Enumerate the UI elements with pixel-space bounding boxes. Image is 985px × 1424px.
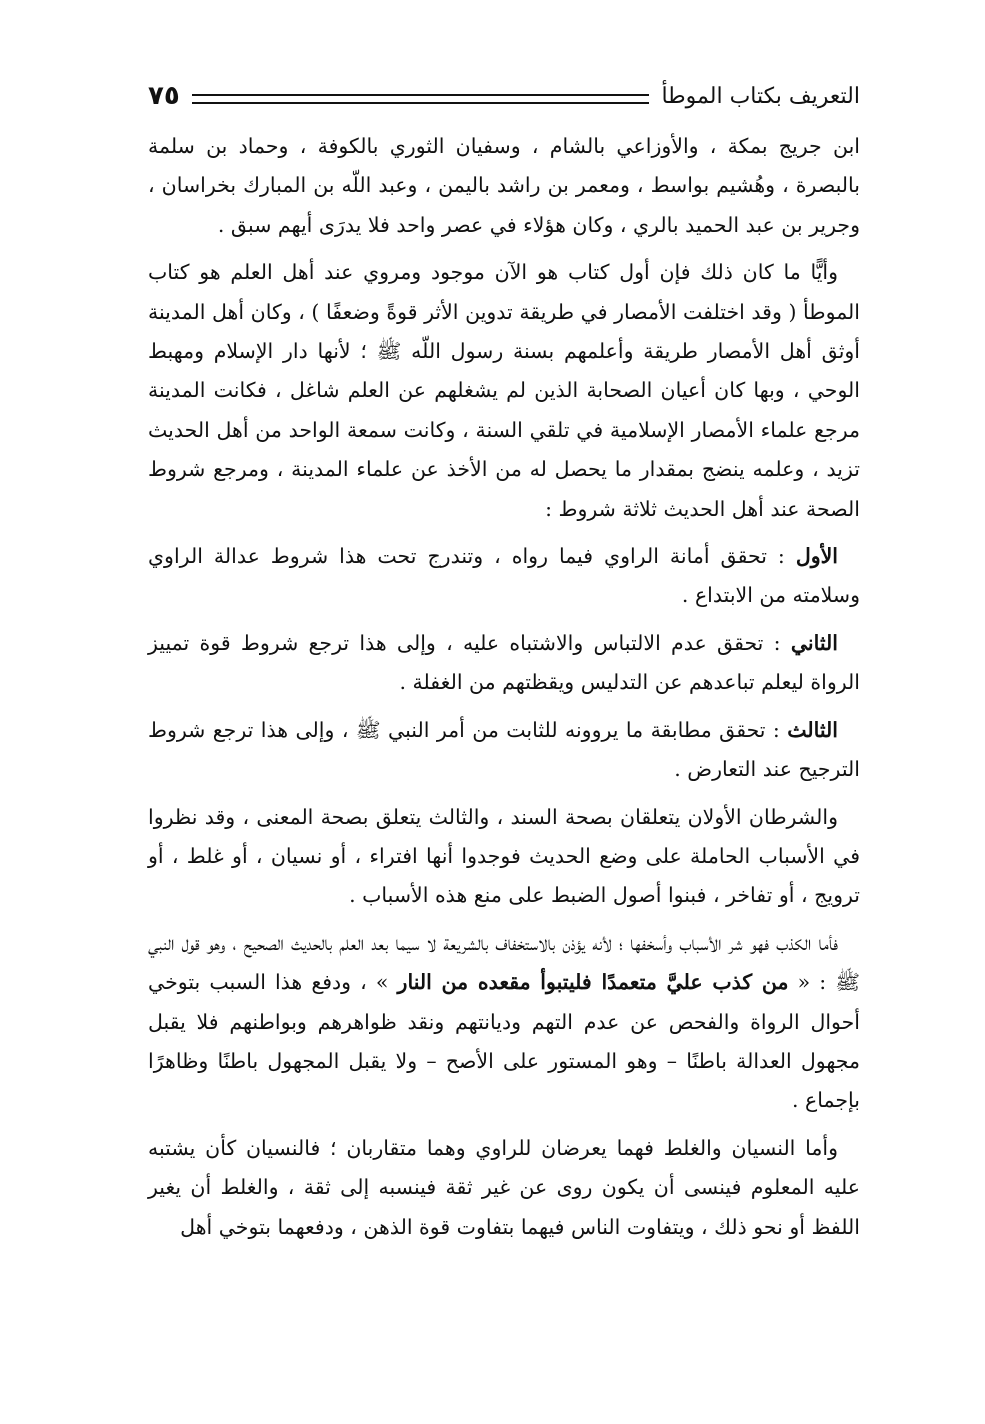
running-title: التعريف بكتاب الموطأ xyxy=(661,83,860,109)
page-number: ٧٥ xyxy=(148,81,180,111)
condition-third xyxy=(148,711,860,790)
condition-second xyxy=(148,624,860,703)
paragraph-text: ابن جريج بمكة ، والأوزاعي بالشام ، وسفيان الثوري بالكوفة ، وحماد بن سلمة بالبصرة ، وهُشيم بواسط ، ومعمر بن راشد باليمن ، وعبد اللّه بن المبارك بخراسان ، وجرير بن عبد الحميد بالري ، وكان هؤلاء في عصر واحد فلا يدرَى أيهم سبق . xyxy=(148,134,861,237)
paragraph-text: وأما النسيان والغلط فهما يعرضان للراوي وهما متقاربان ؛ فالنسيان كأن يشتبه عليه المعلوم فينسى أن يكون روى عن غير ثقة فينسبه إلى ثقة ، والغلط أن يغير اللفظ أو نحو ذلك ، ويتفاوت الناس فيهما بتفاوت قوة الذهن ، ودفعهما بتوخي أهل xyxy=(148,1135,860,1239)
condition-first xyxy=(148,537,860,616)
body-text xyxy=(148,127,860,1255)
paragraph-2 xyxy=(148,253,860,529)
page-header xyxy=(148,78,860,114)
hadith-quote: من كذب عليَّ متعمدًا فليتبوأ مقعده من النار xyxy=(397,970,789,995)
paragraph-6 xyxy=(148,798,860,916)
paragraph-text: فأما الكذب فهو شر الأسباب وأسخفها ؛ لأنه يؤذن بالاستخفاف بالشريعة لا سيما بعد العلم بالحديث الصحيح ، وهو قول النبي ﷺ : « xyxy=(148,930,860,995)
header-rule xyxy=(192,94,650,104)
paragraph-1 xyxy=(148,127,860,245)
condition-label: الأول xyxy=(795,544,838,569)
paragraph-text: وأيًّا ما كان ذلك فإن أول كتاب هو الآن موجود ومروي عند أهل العلم هو كتاب الموطأ ( وقد اختلفت الأمصار في طريقة تدوين الأثر قوةً وضعفًا ) ، وكان أهل المدينة أوثق أهل الأمصار طريقة وأعلمهم بسنة رسول اللّه ﷺ ؛ لأنها دار الإسلام ومهبط الوحي ، وبها كان أعيان الصحابة الذين لم يشغلهم عن العلم شاغل ، فكانت المدينة مرجع علماء الأمصار الإسلامية في تلقي السنة ، وكانت سمعة الواحد من أهل الحديث تزيد ، وعلمه ينضج بمقدار ما يحصل له من الأخذ عن علماء المدينة ، ومرجع شروط الصحة عند أهل الحديث ثلاثة شروط : xyxy=(148,260,860,521)
paragraph-text: » ، ودفع هذا السبب بتوخي أحوال الرواة والفحص عن عدم التهم وديانتهم ونقد ظواهرهم وبواطنهم فلا يقبل مجهول العدالة باطنًا – وهو المستور على الأصح – ولا يقبل المجهول باطنًا وظاهرًا بإجماع . xyxy=(148,970,860,1113)
condition-label: الثالث xyxy=(787,717,838,742)
paragraph-8 xyxy=(148,1129,860,1247)
paragraph-text: : تحقق عدم الالتباس والاشتباه عليه ، وإلى هذا ترجع شروط قوة تمييز الرواة ليعلم تباعدهم عن التدليس ويقظتهم من الغفلة . xyxy=(148,630,860,695)
paragraph-7 xyxy=(148,924,860,1121)
paragraph-text: والشرطان الأولان يتعلقان بصحة السند ، والثالث يتعلق بصحة المعنى ، وقد نظروا في الأسباب الحاملة على وضع الحديث فوجدوا أنها افتراء ، أو نسيان ، أو غلط ، أو ترويج ، أو تفاخر ، فبنوا أصول الضبط على منع هذه الأسباب . xyxy=(148,804,860,908)
condition-label: الثاني xyxy=(790,630,838,655)
paragraph-text: : تحقق مطابقة ما يروونه للثابت من أمر النبي ﷺ ، وإلى هذا ترجع شروط الترجيح عند التعارض . xyxy=(148,717,860,782)
paragraph-text: : تحقق أمانة الراوي فيما رواه ، وتندرج تحت هذا شروط عدالة الراوي وسلامته من الابتداع . xyxy=(148,544,860,608)
